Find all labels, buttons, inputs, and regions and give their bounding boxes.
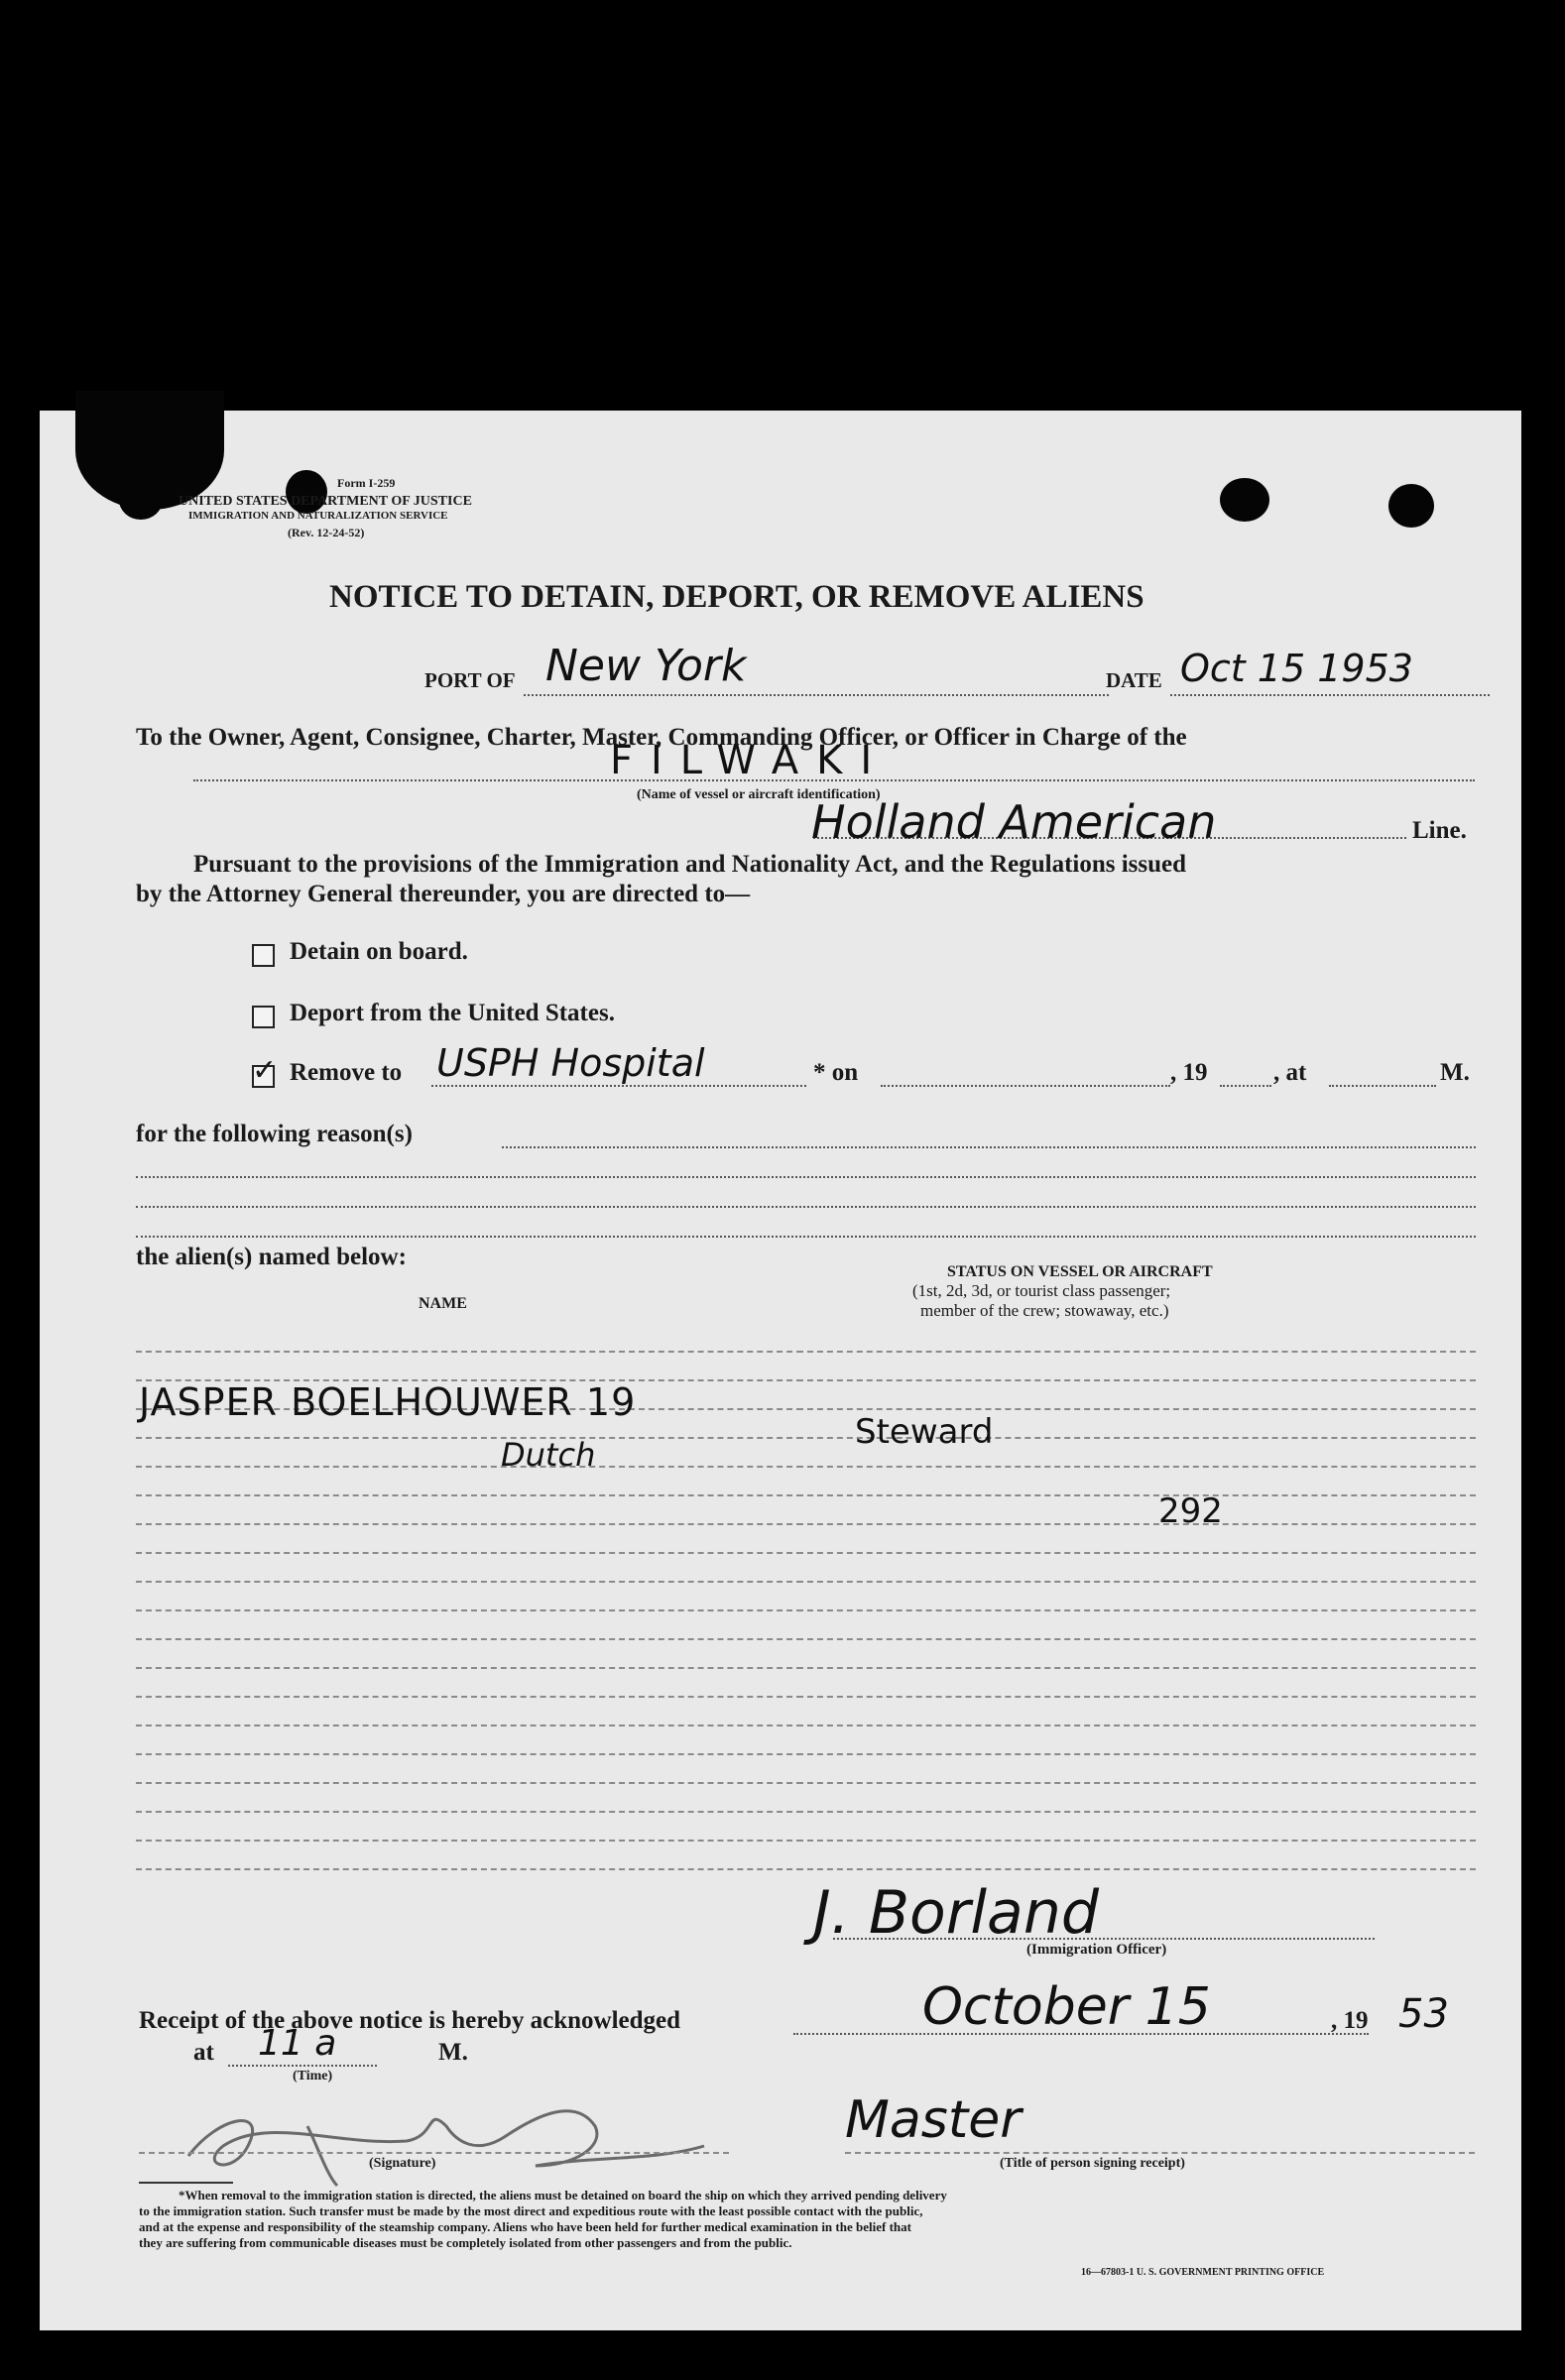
table-row-line (797, 1351, 1476, 1353)
table-row-line (136, 1494, 802, 1496)
table-row-line (136, 1811, 802, 1813)
reason-line (136, 1206, 1476, 1208)
form-revision: (Rev. 12-24-52) (288, 526, 365, 539)
receipt-m-label: M. (438, 2039, 468, 2066)
detain-checkbox[interactable] (252, 944, 275, 967)
receipt-text: Receipt of the above notice is hereby acknowledged (139, 2007, 681, 2034)
table-row-line (797, 1638, 1476, 1640)
remove-year-label: , 19 (1170, 1059, 1208, 1086)
table-row-line (797, 1667, 1476, 1669)
alien-status: Steward (855, 1412, 994, 1452)
remove-date-line (881, 1085, 1170, 1087)
port-label: PORT OF (424, 668, 516, 692)
table-row-line (797, 1811, 1476, 1813)
department-name: UNITED STATES DEPARTMENT OF JUSTICE (179, 494, 472, 509)
addressee-text: To the Owner, Agent, Consignee, Charter, Master, Commanding Officer, or Officer in Charge of the (136, 724, 1187, 751)
port-value: New York (545, 641, 747, 691)
alien-number: 292 (1158, 1491, 1223, 1531)
table-row-line (136, 1581, 802, 1583)
line-label: Line. (1412, 817, 1467, 844)
table-row-line (797, 1782, 1476, 1784)
table-row-line (136, 1466, 802, 1468)
table-row-line (797, 1725, 1476, 1726)
table-row-line (136, 1782, 802, 1784)
title-line (845, 2152, 1475, 2154)
page-title: NOTICE TO DETAIN, DEPORT, OR REMOVE ALIENS (329, 579, 1144, 615)
receipt-at-label: at (193, 2039, 214, 2066)
date-field-line (1170, 694, 1490, 696)
table-row-line (136, 1437, 802, 1439)
signature-line (139, 2152, 729, 2154)
ink-blot (119, 480, 163, 520)
officer-caption: (Immigration Officer) (1026, 1942, 1167, 1958)
footnote-line-2: to the immigration station. Such transfer must be made by the most direct and expeditious route with the least possible contact with the public, (139, 2203, 923, 2218)
table-row-line (797, 1552, 1476, 1554)
vessel-caption: (Name of vessel or aircraft identification) (637, 787, 881, 802)
receipt-year-prefix: , 19 (1331, 2007, 1369, 2034)
alien-nationality: Dutch (501, 1436, 596, 1474)
table-row-line (797, 1494, 1476, 1496)
status-column-line1: (1st, 2d, 3d, or tourist class passenger; (912, 1281, 1171, 1300)
table-row-line (136, 1667, 802, 1669)
table-row-line (797, 1868, 1476, 1870)
aliens-label: the alien(s) named below: (136, 1244, 407, 1270)
table-row-line (136, 1725, 802, 1726)
status-column-line2: member of the crew; stowaway, etc.) (920, 1301, 1169, 1320)
officer-signature: J. Borland (813, 1878, 1099, 1948)
port-field-line (524, 694, 1109, 696)
table-row-line (797, 1696, 1476, 1698)
remove-at-label: , at (1273, 1059, 1307, 1086)
table-row-line (136, 1753, 802, 1755)
vessel-name: FILWAKI (610, 738, 891, 783)
table-row-line (797, 1753, 1476, 1755)
reason-line (502, 1146, 1476, 1148)
receiver-signature (179, 2086, 734, 2196)
footnote-line-3: and at the expense and responsibility of the steamship company. Aliens who have been held for further medical examination in the belief that (139, 2219, 911, 2234)
table-row-line (136, 1696, 802, 1698)
punch-hole (1220, 478, 1269, 522)
receipt-title-value: Master (845, 2090, 1022, 2150)
table-row-line (136, 1840, 802, 1842)
table-row-line (797, 1408, 1476, 1410)
deport-checkbox[interactable] (252, 1006, 275, 1028)
reason-line (136, 1176, 1476, 1178)
footnote-line-4: they are suffering from communicable diseases must be completely isolated from other passengers and from the public. (139, 2235, 792, 2250)
table-row-line (136, 1351, 802, 1353)
table-row-line (797, 1523, 1476, 1525)
punch-hole (1388, 484, 1434, 528)
table-row-line (136, 1523, 802, 1525)
signature-caption: (Signature) (369, 2156, 436, 2171)
remove-label: Remove to (290, 1059, 403, 1086)
table-row-line (797, 1840, 1476, 1842)
remove-destination: USPH Hospital (436, 1041, 705, 1085)
date-value: Oct 15 1953 (1180, 647, 1413, 690)
table-row-line (136, 1552, 802, 1554)
service-name: IMMIGRATION AND NATURALIZATION SERVICE (188, 510, 448, 522)
pursuant-text-2: by the Attorney General thereunder, you are directed to— (136, 881, 751, 907)
name-column-header: NAME (419, 1295, 467, 1312)
form-page (40, 411, 1521, 2330)
table-row-line (797, 1609, 1476, 1611)
receipt-year: 53 (1398, 1991, 1449, 2037)
table-row-line (136, 1609, 802, 1611)
check-mark-icon: ✓ (252, 1053, 278, 1088)
officer-signature-line (833, 1938, 1375, 1940)
remove-destination-line (431, 1085, 806, 1087)
time-caption: (Time) (293, 2069, 333, 2083)
table-row-line (797, 1466, 1476, 1468)
table-row-line (797, 1379, 1476, 1381)
table-row-line (136, 1868, 802, 1870)
remove-time-line (1329, 1085, 1436, 1087)
remove-m-label: M. (1440, 1059, 1470, 1086)
alien-name: JASPER BOELHOUWER 19 (139, 1380, 637, 1424)
printer-line: 16—67803-1 U. S. GOVERNMENT PRINTING OFFICE (1081, 2267, 1325, 2278)
footnote-divider (139, 2182, 233, 2184)
title-caption: (Title of person signing receipt) (1000, 2156, 1185, 2171)
table-row-line (797, 1581, 1476, 1583)
reason-label: for the following reason(s) (136, 1121, 413, 1147)
pursuant-text-1: Pursuant to the provisions of the Immigration and Nationality Act, and the Regulations issued (193, 851, 1187, 878)
remove-year-line (1220, 1085, 1271, 1087)
form-number: Form I-259 (337, 476, 396, 490)
reason-line (136, 1236, 1476, 1238)
status-column-title: STATUS ON VESSEL OR AIRCRAFT (947, 1263, 1213, 1280)
deport-label: Deport from the United States. (290, 1000, 615, 1026)
table-row-line (136, 1638, 802, 1640)
footnote-line-1: *When removal to the immigration station is directed, the aliens must be detained on board the ship on which they arrived pending delivery (179, 2188, 947, 2202)
receipt-time-line (228, 2065, 377, 2067)
receipt-time: 11 a (258, 2023, 337, 2064)
date-label: DATE (1106, 668, 1162, 692)
receipt-date: October 15 (922, 1977, 1211, 2037)
remove-on-label: * on (813, 1059, 859, 1086)
detain-label: Detain on board. (290, 938, 468, 965)
line-value: Holland American (811, 795, 1217, 849)
